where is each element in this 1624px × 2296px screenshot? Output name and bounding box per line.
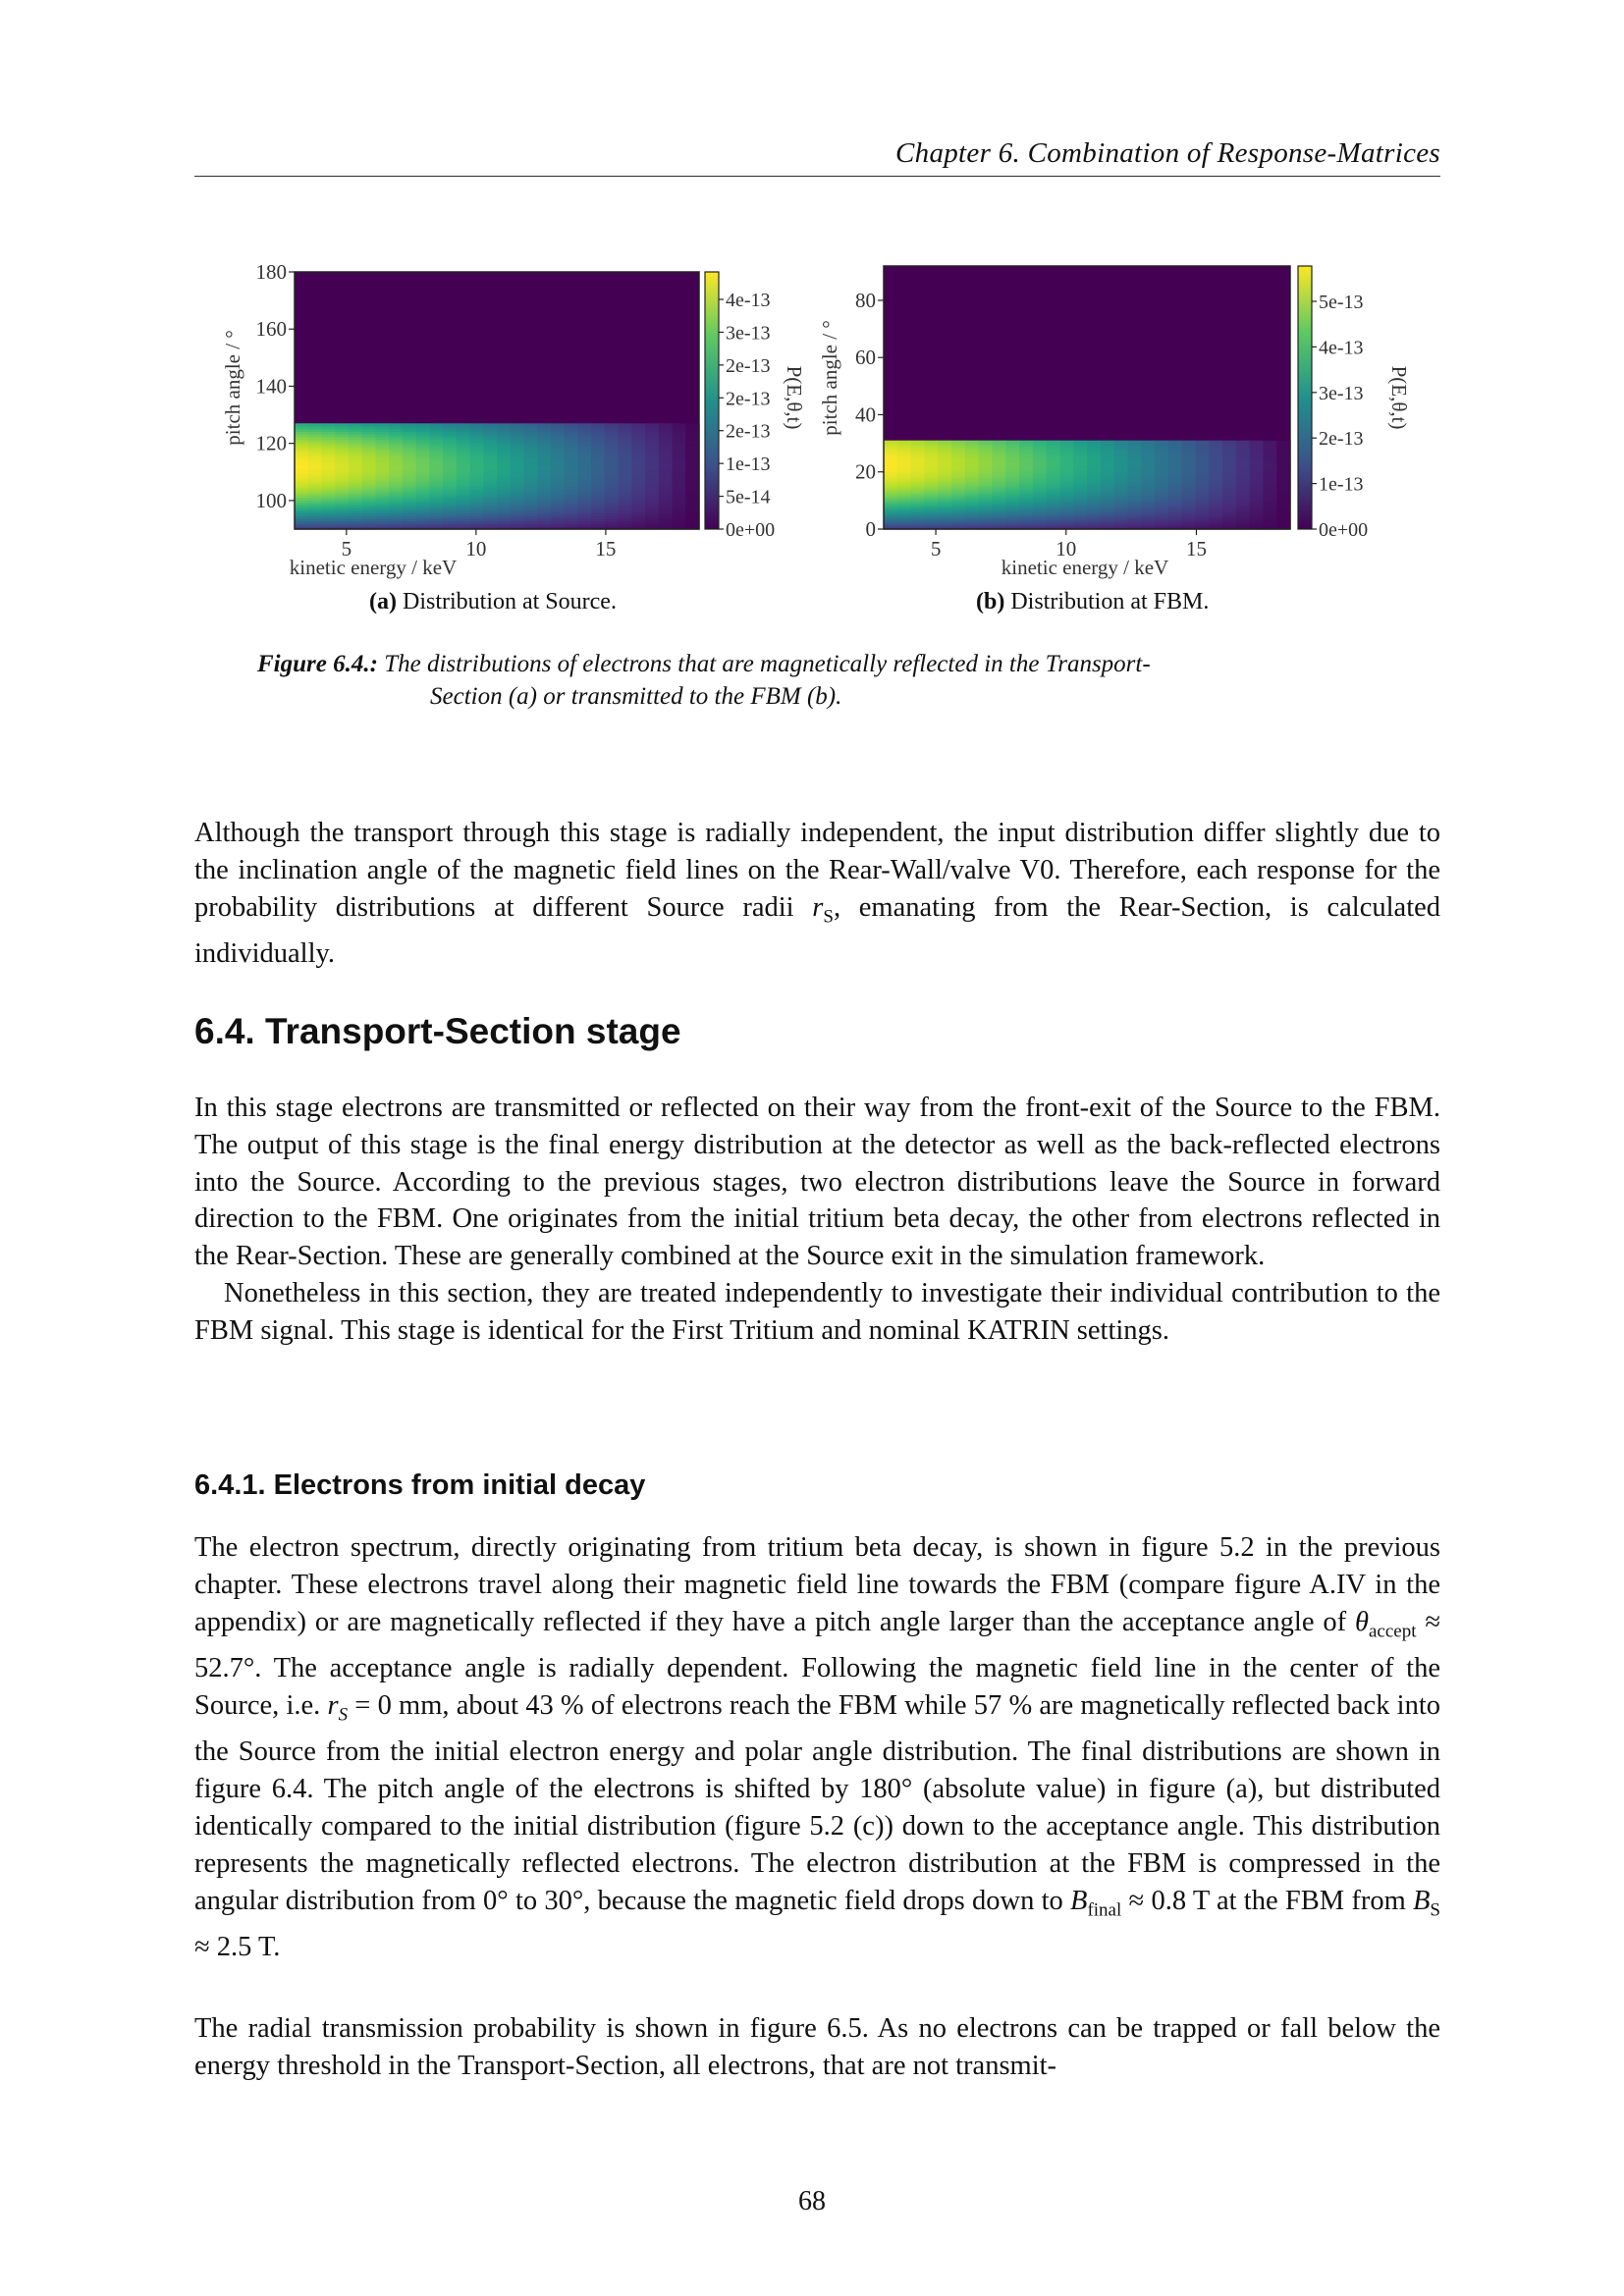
heatmap-cell [1127,441,1141,444]
heatmap-cell [497,423,511,426]
running-header: Chapter 6. Combination of Response-Matrices [194,137,1440,177]
heatmap-cell [321,423,335,426]
colorbar-tick-label: 0e+00 [726,519,776,541]
colorbar-tick-label: 0e+00 [1319,519,1369,541]
heatmap-cell [349,423,362,426]
subcaption-b [976,589,1209,615]
heatmap-cell [924,441,938,444]
figure-caption-line2: Section (a) or transmitted to the FBM (b). [430,683,842,710]
heatmap-cell [389,423,403,426]
heatmap-cell [1087,441,1101,444]
colorbar-tick-label: 2e-13 [1319,428,1364,451]
colorbar-tick-label: 5e-14 [726,486,771,508]
y-tick-label: 180 [255,260,287,284]
heatmap-cell [1209,441,1222,444]
heatmap-cell [429,423,443,426]
chart-b [805,250,1414,589]
page-number: 68 [798,2186,826,2216]
subcaption-a [369,589,617,615]
heatmap-cell [375,423,389,426]
chart-b-ylabel: pitch angle / ° [818,320,841,436]
chart-a-xlabel: kinetic energy / keV [289,556,458,579]
paragraph-1: Although the transport through this stage is radially independent, the input distribution differ slightly due to the inclination angle of the magnetic field lines on the Rear-Wall/valve V0. Therefore, each response for the probability distributions at different Source radii $r_S$, emanating from the Rear-Section, is calculated individually. [194,818,1441,970]
x-tick-label: 10 [465,537,487,561]
heatmap-cell [645,423,659,426]
heatmap-cell [511,423,524,426]
heatmap-cell [605,423,619,426]
colorbar-tick-label: 3e-13 [1319,382,1364,404]
heatmap-cell [1276,441,1290,444]
y-tick-label: 80 [855,288,876,312]
heatmap-cell [565,423,578,426]
chart-a [206,250,806,589]
colorbar-tick-label: 1e-13 [726,454,771,476]
figure-label: Figure 6.4.: [257,651,378,677]
heatmap-cell [911,441,925,444]
y-tick-label: 160 [255,317,287,342]
heatmap-cell [577,423,591,426]
heatmap-cell [523,423,537,426]
y-tick-label: 100 [255,488,287,512]
heatmap-cell [685,423,699,426]
heatmap-cell [1195,441,1209,444]
heatmap-cell [673,423,686,426]
heatmap-cell [1101,441,1114,444]
heatmap-cell [1250,441,1264,444]
heatmap-cell [1047,441,1060,444]
heatmap-cell [1033,441,1047,444]
y-tick-label: 0 [865,517,876,541]
paragraph-4: The electron spectrum, directly originating from tritium beta decay, is shown in figure 5.2 in the previous chapter. These electrons travel along their magnetic field line towards the FBM (compare figure A.IV in the appendix) or are magnetically reflected if they have a pitch angle larger than the acceptance angle of $\theta_{accept} \approx 52.7^\circ$. The acceptance angle is radially dependent. Following the magnetic field line in the center of the Source, i.e. $r_S = 0$ mm, about 43 % of electrons reach the FBM while 57 % are magnetically reflected back into the Source from the initial electron energy and polar angle distribution. The final distributions are shown in figure 6.4. The pitch angle of the electrons is shifted by 180° (absolute value) in figure (a), but distributed identically compared to the initial distribution (figure 5.2 (c)) down to the acceptance angle. This distribution represents the magnetically reflected electrons. The electron distribution at the FBM is compressed in the angular distribution from 0° to 30°, because the magnetic field drops down to $B_{final} \approx 0.8$ T at the FBM from $B_S \approx 2.5$ T. [194,1532,1440,1963]
heatmap-cell [951,441,965,444]
heatmap-cell [1155,441,1168,444]
x-tick-label: 5 [930,537,942,561]
colorbar-tick-label: 1e-13 [1319,473,1364,496]
heatmap-cell [443,423,457,426]
heatmap-cell [1005,441,1019,444]
heatmap-cell [1222,441,1236,444]
colorbar [1298,266,1312,529]
heatmap-cell [1114,441,1128,444]
x-tick-label: 10 [1056,537,1077,561]
heatmap-cell [1059,441,1073,444]
y-tick-label: 40 [855,402,876,427]
chart-b-xlabel: kinetic energy / keV [1001,556,1169,579]
heatmap-cell [659,423,673,426]
section-heading: 6.4. Transport-Section stage [194,1011,681,1051]
heatmap-cell [938,441,951,444]
x-tick-label: 15 [595,537,617,561]
heatmap-cell [631,423,645,426]
heatmap-cell [483,423,497,426]
heatmap-cell [308,423,322,426]
heatmap-cell [1182,441,1196,444]
colorbar-tick-label: 5e-13 [1319,292,1364,313]
heatmap-cell [1141,441,1155,444]
colorbar-tick-label: 3e-13 [726,322,771,345]
chart-b-cbar-label: P(E,θ,t) [1387,365,1411,430]
y-tick-label: 60 [855,346,876,370]
x-tick-label: 15 [1185,537,1207,561]
colorbar-tick-label: 2e-13 [726,388,771,410]
figure-caption-line1: The distributions of electrons that are magnetically reflected in the Transport- [384,651,1151,677]
chart-a-ylabel: pitch angle / ° [221,330,244,446]
heatmap-cell [1236,441,1250,444]
heatmap-cell [335,423,349,426]
subcaption-b-label: (b) [976,589,1005,614]
chart-a-cbar-label: P(E,θ,t) [783,365,806,430]
heatmap-cell [457,423,470,426]
heatmap-cell [1073,441,1087,444]
heatmap-cell [403,423,416,426]
colorbar-tick-label: 2e-13 [726,354,771,377]
heatmap-cell [1168,441,1182,444]
subsection-heading: 6.4.1. Electrons from initial decay [194,1469,646,1501]
heatmap-cell [992,441,1005,444]
colorbar [705,272,719,529]
heatmap-cell [591,423,605,426]
heatmap-cell [551,423,565,426]
heatmap-cell [537,423,551,426]
heatmap-cell [1263,441,1276,444]
heatmap-cell [470,423,484,426]
heatmap-cell [619,423,632,426]
y-tick-label: 20 [855,459,876,484]
figure-caption [257,648,1377,713]
heatmap-cell [362,423,376,426]
colorbar-tick-label: 4e-13 [1319,337,1364,359]
subcaption-a-text: Distribution at Source. [402,589,617,614]
colorbar-tick-label: 4e-13 [726,290,771,311]
heatmap-cell [295,423,308,426]
y-tick-label: 120 [255,431,287,455]
heatmap-cell [965,441,979,444]
heatmap-cell [979,441,993,444]
paragraph-5: The radial transmission probability is shown in figure 6.5. As no electrons can be trapped or fall below the energy threshold in the Transport-Section, all electrons, that are not transmit- [194,2013,1440,2081]
y-tick-label: 140 [255,374,287,399]
paragraph-2: In this stage electrons are transmitted or reflected on their way from the front-exit of the Source to the FBM. The output of this stage is the final energy distribution at the detector as well as the back-reflected electrons into the Source. According to the previous stages, two electron distributions leave the Source in forward direction to the FBM. One originates from the initial tritium beta decay, the other from electrons reflected in the Rear-Section. These are generally combined at the Source exit in the simulation framework. Nonetheless in this section, they are treated independently to investigate their individual contribution to the FBM signal. This stage is identical for the First Tritium and nominal KATRIN settings. [194,1090,1440,1350]
subcaption-a-label: (a) [369,589,397,614]
subcaption-b-text: Distribution at FBM. [1010,589,1210,614]
heatmap-cell [884,441,897,444]
heatmap-cell [897,441,911,444]
heatmap-cell [416,423,430,426]
colorbar-tick-label: 2e-13 [726,420,771,443]
paragraph-3: Nonetheless in this section, they are treated independently to investigate their individual contribution to the FBM signal. This stage is identical for the First Tritium and nominal KATRIN settings. [194,1277,1440,1346]
x-tick-label: 5 [341,537,352,561]
heatmap-cell [1019,441,1033,444]
